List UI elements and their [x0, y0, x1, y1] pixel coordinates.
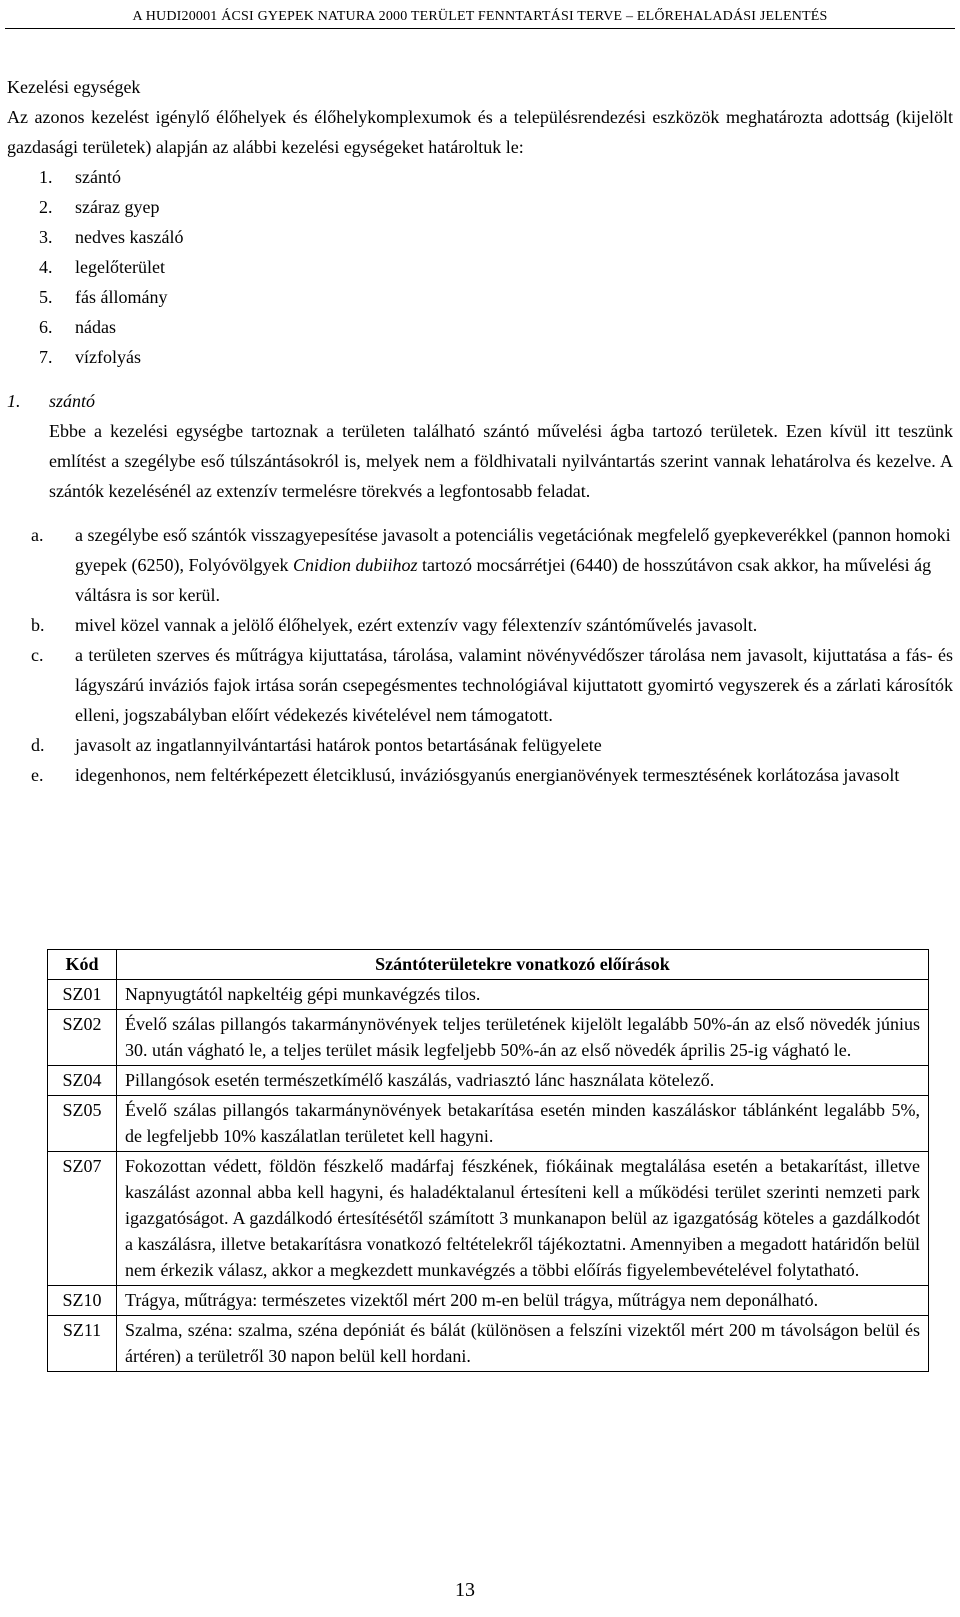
table-row	[48, 1010, 929, 1066]
table-header-row	[48, 950, 929, 980]
rule-text: Trágya, műtrágya: természetes vizektől mért 200 m-en belül trágya, műtrágya nem deponálható.	[117, 1286, 929, 1316]
list-item: 1. szántó	[39, 167, 121, 187]
point-a-text: a szegélybe eső szántók visszagyepesítése javasolt a potenciális vegetációnak megfelelő gyepkeverékkel (pannon homoki gyepek (6250), Folyóvölgyek Cnidion dubiihoz tartozó mocsárrétjei (6440) de hosszútávon csak akkor, ha művelési ág váltásra is sor kerül.	[75, 525, 951, 605]
header-rule	[5, 28, 955, 29]
list-item: 7. vízfolyás	[39, 347, 141, 367]
table-row	[48, 1066, 929, 1096]
table-row	[48, 1286, 929, 1316]
list-item: 4. legelőterület	[39, 257, 165, 277]
section-intro: Az azonos kezelést igénylő élőhelyek és élőhelykomplexumok és a településrendezési eszközök meghatározta adottság (kijelölt gazdasági területek) alapján az alábbi kezelési egységeket határoltuk le:	[7, 107, 953, 157]
table-row	[48, 1152, 929, 1286]
rule-code: SZ07	[48, 1152, 117, 1286]
unit-label: fás állomány	[75, 287, 168, 307]
rule-code: SZ04	[48, 1066, 117, 1096]
list-item: d. javasolt az ingatlannyilvántartási határok pontos betartásának felügyelete	[7, 730, 953, 760]
rule-text: Pillangósok esetén természetkímélő kaszálás, vadriasztó lánc használata kötelező.	[117, 1066, 929, 1096]
unit-label: legelőterület	[75, 257, 165, 277]
unit1-title: szántó	[49, 391, 96, 411]
rules-table	[47, 949, 929, 1372]
list-item: a. a szegélybe eső szántók visszagyepesítése javasolt a potenciális vegetációnak megfelelő gyepkeverékkel (pannon homoki gyepek (6250), Folyóvölgyek Cnidion dubiihoz tartozó mocsárrétjei (6440) de hosszútávon csak akkor, ha művelési ág váltásra is sor kerül.	[7, 520, 953, 610]
unit-list	[7, 162, 953, 372]
rule-code: SZ02	[48, 1010, 117, 1066]
rule-text: Fokozottan védett, földön fészkelő madárfaj fészkének, fiókáinak megtalálása esetén a betakarítást, illetve kaszálást azonnal abba kell hagyni, és haladéktalanul értesíteni kell a működési terület szerinti nemzeti park igazgatóságot. A gazdálkodó értesítésétől számított 3 munkanapon belül az igazgatóság köteles a gazdálkodót a kaszálásra, illetve betakarításra vonatkozó feltételekről tájékoztatni. Amennyiben a megadott határidőn belül nem érkezik válasz, akkor a megkezdett munkavégzés a többi előírás figyelembevételével folytatható.	[117, 1152, 929, 1286]
rule-text: Napnyugtától napkeltéig gépi munkavégzés tilos.	[117, 980, 929, 1010]
list-item: c. a területen szerves és műtrágya kijuttatása, tárolása, valamint növényvédőszer tárolása nem javasolt, kijuttatása a fás- és lágyszárú inváziós fajok irtása során csepegésmentes technológiával kijuttatott gyomirtó vegyszerek és a zárlati károsítók elleni, jogszabályban előírt védekezés kivételével nem támogatott.	[7, 640, 953, 730]
list-item: 3. nedves kaszáló	[39, 227, 184, 247]
point-c-text: a területen szerves és műtrágya kijuttatása, tárolása, valamint növényvédőszer tárolása nem javasolt, kijuttatása a fás- és lágyszárú inváziós fajok irtása során csepegésmentes technológiával kijuttatott gyomirtó vegyszerek és a zárlati károsítók elleni, jogszabályban előírt védekezés kivételével nem támogatott.	[75, 645, 953, 725]
list-item: b. mivel közel vannak a jelölő élőhelyek, ezért extenzív vagy félextenzív szántóművelés javasolt.	[7, 610, 953, 640]
page-number: 13	[455, 1579, 475, 1601]
unit-label: vízfolyás	[75, 347, 141, 367]
table-row	[48, 1096, 929, 1152]
list-item: 5. fás állomány	[39, 287, 168, 307]
rule-code: SZ10	[48, 1286, 117, 1316]
table-row	[48, 1316, 929, 1372]
unit1-points	[7, 520, 953, 790]
point-e-text: idegenhonos, nem feltérképezett életciklusú, inváziósgyanús energianövények termesztésének korlátozása javasolt	[75, 765, 900, 785]
list-item: 2. száraz gyep	[39, 197, 160, 217]
column-header-rule: Szántóterületekre vonatkozó előírások	[117, 950, 929, 980]
rule-text: Évelő szálas pillangós takarmánynövények teljes területének kijelölt legalább 50%-án az első növedék június 30. után vágható le, a teljes terület másik legfeljebb 50%-án az első növedék április 25-ig vágható le.	[117, 1010, 929, 1066]
column-header-code: Kód	[48, 950, 117, 980]
point-d-text: javasolt az ingatlannyilvántartási határok pontos betartásának felügyelete	[75, 735, 602, 755]
unit1-heading: 1. szántó	[7, 391, 96, 411]
rule-code: SZ05	[48, 1096, 117, 1152]
unit-label: nedves kaszáló	[75, 227, 184, 247]
point-b-text: mivel közel vannak a jelölő élőhelyek, ezért extenzív vagy félextenzív szántóművelés javasolt.	[75, 615, 758, 635]
table-row	[48, 980, 929, 1010]
page-header: A HUDI20001 ÁCSI GYEPEK NATURA 2000 TERÜLET FENNTARTÁSI TERVE – ELŐREHALADÁSI JELENTÉS	[132, 9, 828, 24]
unit-label: szántó	[75, 167, 121, 187]
rule-code: SZ11	[48, 1316, 117, 1372]
section-heading: Kezelési egységek	[7, 77, 141, 97]
unit-label: nádas	[75, 317, 116, 337]
unit-label: száraz gyep	[75, 197, 160, 217]
unit1-description: Ebbe a kezelési egységbe tartoznak a területen található szántó művelési ágba tartozó területek. Ezen kívül itt teszünk említést a szegélybe eső túlszántásokról is, melyek nem a földhivatali nyilvántartás szerint vannak lehatárolva és kezelve. A szántók kezelésénél az extenzív termelésre törekvés a legfontosabb feladat.	[49, 421, 953, 501]
list-item: 6. nádas	[39, 317, 116, 337]
document-body	[7, 72, 953, 790]
rule-text: Szalma, széna: szalma, széna depóniát és bálát (különösen a felszíni vizektől mért 200 m távolságon belül és ártéren) a területről 30 napon belül kell hordani.	[117, 1316, 929, 1372]
list-item: e. idegenhonos, nem feltérképezett életciklusú, inváziósgyanús energianövények termesztésének korlátozása javasolt	[7, 760, 953, 790]
rule-text: Évelő szálas pillangós takarmánynövények betakarítása esetén minden kaszáláskor táblánként legalább 5%, de legfeljebb 10% kaszálatlan területet kell hagyni.	[117, 1096, 929, 1152]
rule-code: SZ01	[48, 980, 117, 1010]
